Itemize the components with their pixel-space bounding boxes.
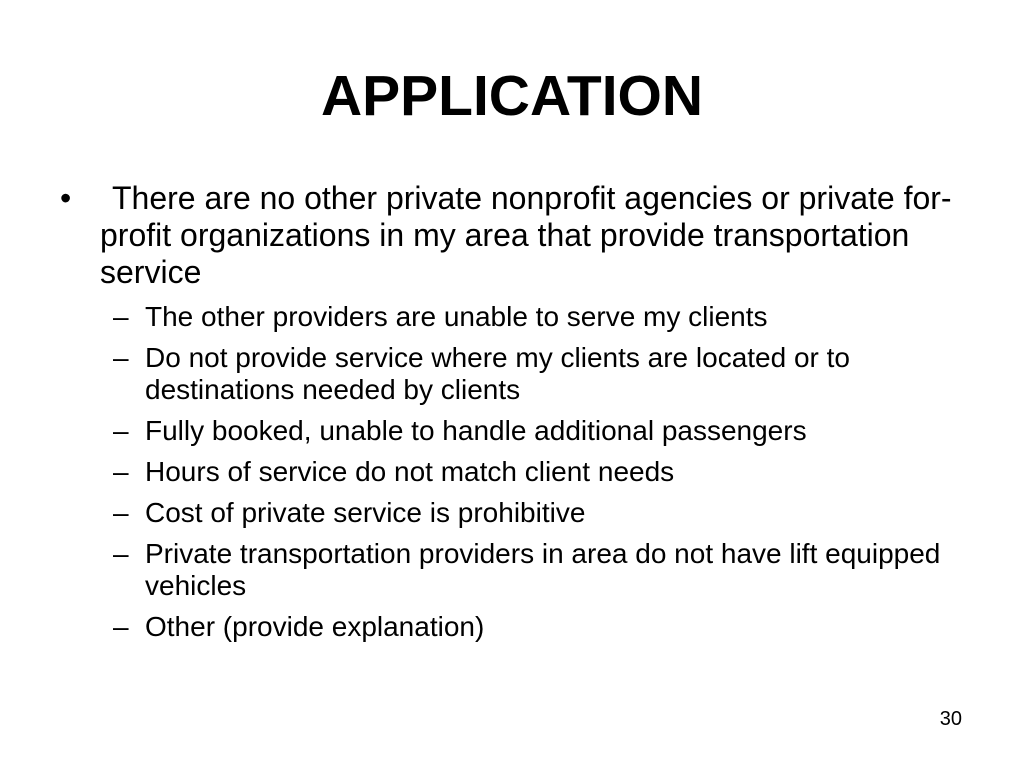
sub-bullet-item (58, 301, 978, 333)
sub-bullet-text: Private transportation providers in area do not have lift equipped vehicles (145, 538, 941, 601)
dash-marker: – (113, 497, 129, 528)
sub-bullet-text: Hours of service do not match client needs (145, 456, 675, 487)
dash-marker: – (113, 611, 129, 642)
sub-bullet-item (58, 497, 978, 529)
sub-bullet-list (58, 301, 978, 643)
dash-marker: – (113, 301, 129, 332)
sub-bullet-item (58, 415, 978, 447)
main-bullet (58, 180, 978, 291)
sub-bullet-item (58, 342, 978, 406)
dash-marker: – (113, 342, 129, 373)
sub-bullet-item (58, 538, 978, 602)
bullet-marker: • (60, 180, 72, 216)
sub-bullet-text: The other providers are unable to serve my clients (145, 301, 768, 332)
main-bullet-text: There are no other private nonprofit agencies or private for-profit organizations in my area that provide transportation service (100, 180, 952, 290)
sub-bullet-text: Fully booked, unable to handle additional passengers (145, 415, 807, 446)
sub-bullet-text: Other (provide explanation) (145, 611, 485, 642)
slide-title: APPLICATION (320, 64, 704, 128)
dash-marker: – (113, 538, 129, 569)
sub-bullet-item (58, 611, 978, 643)
sub-bullet-item (58, 456, 978, 488)
page-number: 30 (939, 708, 962, 730)
slide-body (58, 180, 978, 652)
dash-marker: – (113, 415, 129, 446)
dash-marker: – (113, 456, 129, 487)
sub-bullet-text: Do not provide service where my clients are located or to destinations needed by clients (145, 342, 850, 405)
sub-bullet-text: Cost of private service is prohibitive (145, 497, 586, 528)
